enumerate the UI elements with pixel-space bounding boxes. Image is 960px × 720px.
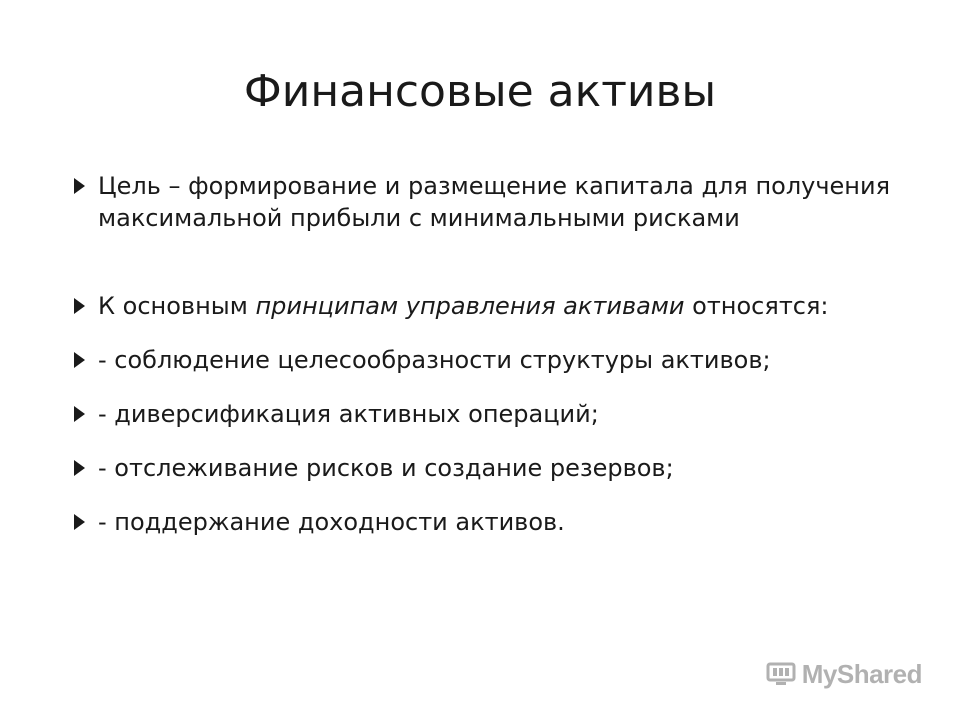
arrow-bullet-icon <box>74 460 85 476</box>
bullet-text: - поддержание доходности активов. <box>98 508 565 536</box>
arrow-bullet-icon <box>74 514 85 530</box>
bullet-item-profitability <box>74 506 914 538</box>
arrow-bullet-icon <box>74 298 85 314</box>
bullet-item-risks <box>74 452 914 484</box>
bullet-text-emphasis: принципам управления активами <box>255 292 685 320</box>
bullet-list <box>74 170 914 560</box>
arrow-bullet-icon <box>74 178 85 194</box>
bullet-text: Цель – формирование и размещение капитала для получения максимальной прибыли с минимальными рисками <box>98 172 891 232</box>
bullet-item-diversification <box>74 398 914 430</box>
bullet-item-principles <box>74 290 914 322</box>
watermark-text: MyShared <box>801 659 922 689</box>
bullet-item-structure <box>74 344 914 376</box>
bullet-text: - отслеживание рисков и создание резервов; <box>98 454 674 482</box>
bullet-text-pre: К основным <box>98 292 256 320</box>
slide-title: Финансовые активы <box>243 66 717 117</box>
bullet-text-post: относятся: <box>684 292 829 320</box>
monitor-logo-icon <box>766 662 796 688</box>
arrow-bullet-icon <box>74 406 85 422</box>
bullet-text: - диверсификация активных операций; <box>98 400 599 428</box>
bullet-text: - соблюдение целесообразности структуры активов; <box>98 346 771 374</box>
arrow-bullet-icon <box>74 352 85 368</box>
bullet-item-goal <box>74 170 914 234</box>
watermark <box>766 659 922 690</box>
